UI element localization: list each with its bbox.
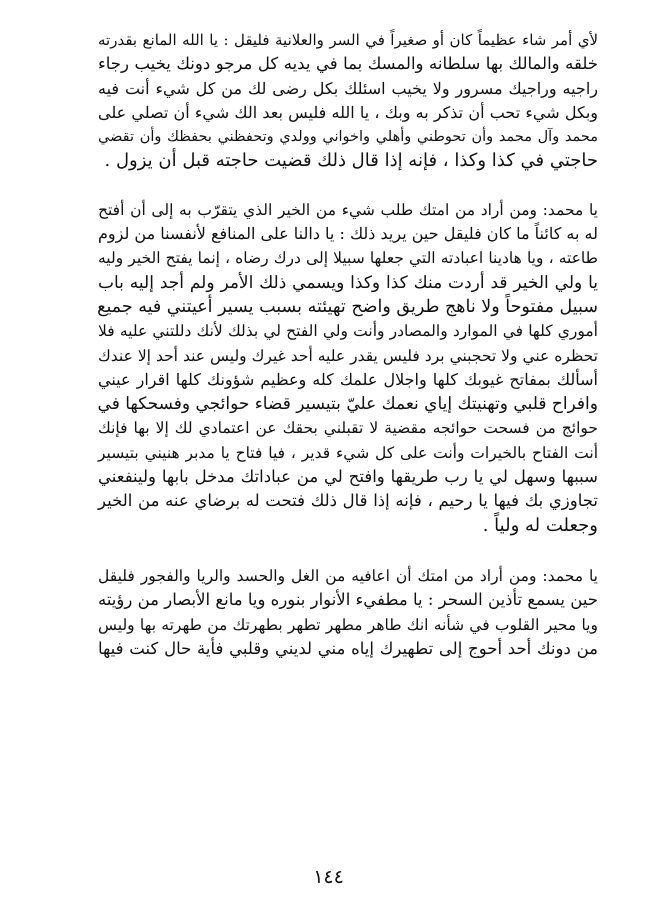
text-line: لأي أمر شاء عظيماً كان أو صغيراً في السر والعلانية فليقل : يا الله المانع بقدرته [98,31,598,49]
text-line: تجاوزي بك فيها يا رحيم ، فإنه إذا قال ذلك فتحت له برضاي عنه من الخير [98,491,598,511]
text-line: محمد وآل محمد وأن تحوطني وأهلي واخواني وولدي وتحفظني بحفظك وأن تقضي [98,129,598,146]
text-line: وبكل شيء تحب أن تذكر به وبك ، يا الله فليس بعد الك شيء أن تصلي على [98,102,598,122]
text-line: راجيه وراجيك مسرور ولا يخيب اسئلك بكل رضى لك من كل شيء أنت فيه [98,78,598,98]
paragraph-spacer [98,174,598,198]
paragraph-1 [98,28,598,174]
paragraph-3 [98,564,598,661]
text-line: سببها وسهل لي يا رب طريقها وافتح لي من عباداتك مدخل بابها ولينفعني [98,467,598,487]
text-line: حوائج من فسحت حوائجه مقضية لا تقبلني بحقك عن اعتمادي لك إلا بها فإنك [98,419,598,438]
text-line: يا محمد: ومن أراد من امتك طلب شيء من الخير الذي يتقرّب به إلى أن أفتح [98,200,598,219]
text-line: من دونك أحد أحوج إلى تطهيرك إياه مني لديني وقلبي فأية حال كنت فيها [98,638,598,658]
text-line: ويا محير القلوب في شأنه انك طاهر مطهر تطهر بطهرتك من طهرته بها وليس [98,615,598,634]
text-line: سبيل مفتوحاً ولا ناهج طريق واضح تهيئته بسبب يسير أعيتني فيه جميع [97,296,598,317]
text-line: وجعلت له ولياً . [482,514,598,536]
text-line: له به كائناً ما كان فليقل حين يريد ذلك : يا دالنا على المنافع لأنفسنا من لزوم [98,224,598,244]
text-line: حاجتي في كذا وكذا ، فإنه إذا قال ذلك قضيت حاجته قبل أن يزول . [104,150,598,172]
text-line: أموري كلها في الموارد والمصادر وأنت ولي الفتح لي بذلك لأنك دللتني عليه فلا [98,322,598,341]
text-line: حين يسمع تأذين السحر : يا مطفيء الأنوار بنوره ويا مانع الأبصار من رؤيته [97,590,598,610]
text-line: يا ولي الخير قد أردت منك كذا وكذا ويسمي ذلك الأمر ولم أجد إليه باب [98,272,598,293]
page-body [98,28,598,661]
text-line: طاعته ، ويا هادينا اعبادته التي جعلها سبيلا إلى درك رضاه ، إنما يفتح الخير وليه [98,249,598,268]
paragraph-spacer [98,538,598,564]
text-line: خلقه والمالك بها سلطانه والمسك بما في يديه كل مرجو دونك يخيب رجاء [98,54,598,74]
text-line: تحظره عني ولا تحجبني برد فليس يقدر عليه أحد غيرك وليس عند أحد إلا عندك [98,346,598,365]
text-line: أنت الفتاح بالخيرات وأنت على كل شيء قدير ، فيا فتاح يا مدبر هنيني بتيسير [98,443,598,462]
text-line: يا محمد: ومن أراد من امتك أن اعافيه من الغل والحسد والريا والفجور فليقل [98,566,598,585]
page-number: ١٤٤ [313,866,344,888]
paragraph-2 [98,198,598,538]
text-line: وافراح قلبي وتهنيتك إياي نعمك عليّ بتيسير قضاء حوائجي وفسحكها في [97,394,598,415]
text-line: أسألك بمفاتح غيوبك كلها واجلال علمك كله وعظيم شؤونك كلها اقرار عيني [98,369,598,389]
